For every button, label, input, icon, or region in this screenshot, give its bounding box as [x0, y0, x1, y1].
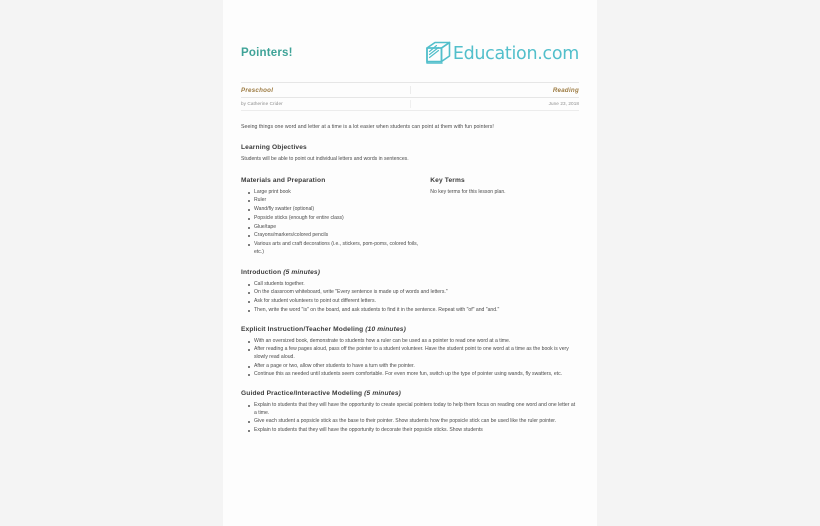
- materials-list: [241, 189, 422, 257]
- section-learning-objectives: [241, 143, 579, 164]
- list-item: After reading a few pages aloud, pass off the pointer to a student volunteer. Have the student point to one word at a time as the book is very slowly read aloud.: [254, 346, 579, 361]
- learning-objectives-body: Students will be able to point out individual letters and words in sentences.: [241, 156, 409, 162]
- lesson-plan-page: [223, 0, 597, 526]
- list-item: Glue/tape: [254, 224, 422, 232]
- lesson-summary: Seeing things one word and letter at a time is a lot easier when students can point at them with fun pointers!: [241, 124, 494, 130]
- subject-label: Reading: [552, 87, 579, 94]
- list-item: Explain to students that they will have the opportunity to create special pointers today to help them focus on reading one word and one letter at a time.: [254, 402, 579, 417]
- explicit-instruction-duration: (10 minutes): [365, 325, 406, 333]
- list-item: Various arts and craft decorations (i.e., stickers, pom-poms, colored foils, etc.): [254, 241, 422, 256]
- introduction-list: [241, 281, 579, 315]
- brand-name: Education.com: [452, 44, 579, 64]
- introduction-heading-text: Introduction: [241, 268, 282, 276]
- byline-row: [241, 98, 579, 111]
- guided-practice-duration: (5 minutes): [364, 390, 401, 398]
- materials-key-terms-row: [241, 176, 579, 258]
- learning-objectives-heading: Learning Objectives: [241, 144, 307, 151]
- section-key-terms: [430, 176, 579, 258]
- guided-practice-list: [241, 402, 579, 435]
- list-item: On the classroom whiteboard, write "Every sentence is made up of words and letters.": [254, 289, 579, 297]
- list-item: Continue this as needed until students seem comfortable. For even more fun, switch up the type of pointer using wands, fly swatters, etc.: [254, 371, 579, 379]
- list-item: Ruler: [254, 197, 422, 205]
- list-item: Then, write the word "is" on the board, and ask students to find it in the sentence. Repeat with "of" and "and.": [254, 307, 579, 315]
- list-item: Give each student a popsicle stick as the base to their pointer. Show students how the popsicle stick can be used like the ruler pointer.: [254, 418, 579, 426]
- section-introduction: [241, 268, 579, 315]
- list-item: After a page or two, allow other students to have a turn with the pointer.: [254, 363, 579, 371]
- list-item: Explain to students that they will have the opportunity to decorate their popsicle sticks. Show students: [254, 427, 579, 435]
- list-item: Ask for student volunteers to point out different letters.: [254, 298, 579, 306]
- document-header: [241, 44, 579, 76]
- guided-practice-heading-text: Guided Practice/Interactive Modeling: [241, 390, 363, 398]
- list-item: Crayons/markers/colored pencils: [254, 232, 422, 240]
- explicit-instruction-heading: [241, 325, 579, 334]
- meta-row: [241, 82, 579, 98]
- list-item: Large print book: [254, 189, 422, 197]
- materials-heading: Materials and Preparation: [241, 176, 326, 184]
- section-materials: [241, 176, 430, 258]
- section-explicit-instruction: [241, 325, 579, 380]
- key-terms-heading: Key Terms: [430, 176, 465, 184]
- publish-date: June 23, 2018: [548, 101, 579, 106]
- list-item: Wand/fly swatter (optional): [254, 206, 422, 214]
- list-item: Popsicle sticks (enough for entire class): [254, 215, 422, 223]
- guided-practice-heading: [241, 389, 579, 398]
- author-byline: by Catherine Crider: [241, 101, 283, 106]
- explicit-instruction-heading-text: Explicit Instruction/Teacher Modeling: [241, 325, 364, 333]
- section-guided-practice: [241, 389, 579, 435]
- page-title: Pointers!: [241, 47, 293, 59]
- introduction-heading: [241, 268, 579, 277]
- list-item: Call students together.: [254, 281, 579, 289]
- introduction-duration: (5 minutes): [283, 268, 321, 276]
- explicit-instruction-list: [241, 338, 579, 380]
- list-item: With an oversized book, demonstrate to students how a ruler can be used as a pointer to read one word at a time.: [254, 338, 579, 346]
- brand-logo[interactable]: [425, 41, 579, 68]
- education-book-logo-icon: [425, 41, 451, 68]
- key-terms-body: No key terms for this lesson plan.: [430, 188, 506, 195]
- grade-label: Preschool: [241, 87, 274, 94]
